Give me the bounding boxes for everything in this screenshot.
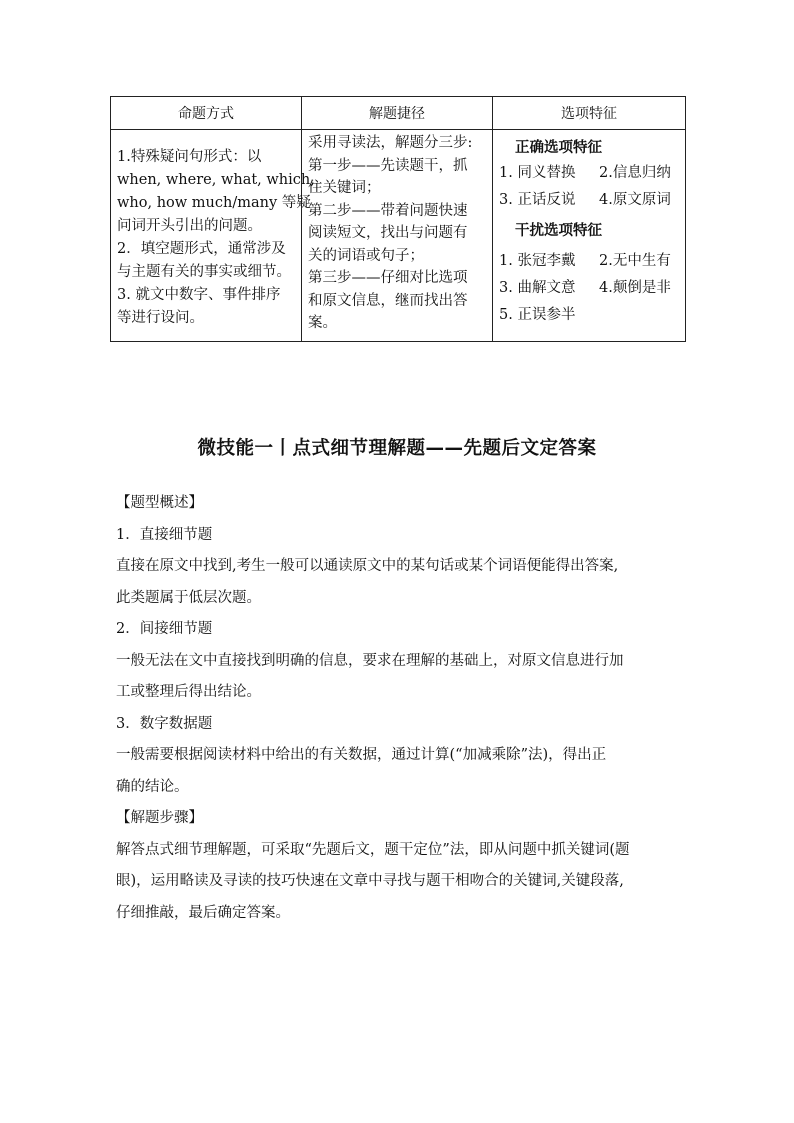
cell-line: 问词开头引出的问题。 <box>117 218 262 234</box>
option-features-cell <box>493 130 686 342</box>
feature-row <box>499 160 679 187</box>
paragraph-line: 直接在原文中找到,考生一般可以通读原文中的某句话或某个词语便能得出答案, <box>116 558 619 574</box>
header-question-type: 命题方式 <box>111 97 302 130</box>
feature-item: 3. 曲解文意 <box>499 280 576 296</box>
item-heading: 3．数字数据题 <box>116 715 213 732</box>
feature-row <box>499 275 679 302</box>
subsection-heading: 【题型概述】 <box>116 495 203 511</box>
item-heading: 2．间接细节题 <box>116 621 213 637</box>
correct-options-title: 正确选项特征 <box>515 140 602 156</box>
paragraph-line: 一般需要根据阅读材料中给出的有关数据，通过计算(“加减乘除”法)，得出正 <box>116 747 607 763</box>
section-title: 微技能一丨点式细节理解题——先题后文定答案 <box>197 438 597 459</box>
question-type-cell <box>111 130 315 342</box>
cell-line: 第三步——仔细对比选项 <box>308 270 468 286</box>
cell-line: 第一步——先读题干，抓 <box>308 157 468 174</box>
table-header-row <box>111 97 686 130</box>
paragraph-line: 确的结论。 <box>116 778 189 795</box>
feature-item: 2.信息归纳 <box>599 165 671 181</box>
cell-line: 和原文信息，继而找出答 <box>308 292 468 309</box>
feature-item: 4.原文原词 <box>599 192 671 208</box>
feature-item: 4.颠倒是非 <box>599 280 671 296</box>
item-heading: 1．直接细节题 <box>116 526 213 543</box>
paragraph-line: 眼)，运用略读及寻读的技巧快速在文章中寻找与题干相吻合的关键词,关键段落, <box>116 873 624 889</box>
cell-line: when, where, what, which, <box>117 172 315 188</box>
cell-line: 案。 <box>308 315 337 331</box>
feature-row <box>499 302 679 329</box>
cell-line: 等进行设问。 <box>117 310 204 326</box>
cell-line: 第二步——带着问题快速 <box>308 202 468 219</box>
feature-item: 3. 正话反说 <box>499 192 576 208</box>
cell-line: 3. 就文中数字、事件排序 <box>117 287 281 303</box>
solving-shortcut-cell <box>302 130 493 342</box>
overview-table <box>110 96 686 342</box>
header-solving-shortcut: 解题捷径 <box>302 97 493 130</box>
body-text <box>116 488 682 929</box>
table-body-row <box>111 130 686 342</box>
feature-item: 5. 正误参半 <box>499 307 576 323</box>
cell-line: 与主题有关的事实或细节。 <box>117 264 291 280</box>
feature-item: 1. 同义替换 <box>499 165 576 181</box>
feature-row <box>499 248 679 275</box>
paragraph-line: 此类题属于低层次题。 <box>116 589 261 606</box>
subsection-heading: 【解题步骤】 <box>116 810 203 826</box>
cell-line: 1.特殊疑问句形式：以 <box>117 149 262 165</box>
feature-row <box>499 187 679 214</box>
paragraph-line: 一般无法在文中直接找到明确的信息，要求在理解的基础上，对原文信息进行加 <box>116 652 624 669</box>
paragraph-line: 工或整理后得出结论。 <box>116 684 261 700</box>
paragraph-line: 仔细推敲，最后确定答案。 <box>116 904 290 921</box>
cell-line: 2．填空题形式，通常涉及 <box>117 241 286 257</box>
paragraph-line: 解答点式细节理解题，可采取“先题后文，题干定位”法，即从问题中抓关键词(题 <box>116 841 630 858</box>
feature-item: 1. 张冠李戴 <box>499 253 576 269</box>
distractor-options-title: 干扰选项特征 <box>515 223 602 239</box>
cell-line: 关的词语或句子； <box>308 247 424 264</box>
header-option-features: 选项特征 <box>493 97 686 130</box>
cell-line: who, how much/many 等疑 <box>117 195 311 211</box>
feature-item: 2.无中生有 <box>599 253 671 269</box>
cell-line: 阅读短文，找出与问题有 <box>308 225 468 241</box>
cell-line: 住关键词； <box>308 180 381 196</box>
cell-line: 采用寻读法，解题分三步: <box>308 135 473 151</box>
